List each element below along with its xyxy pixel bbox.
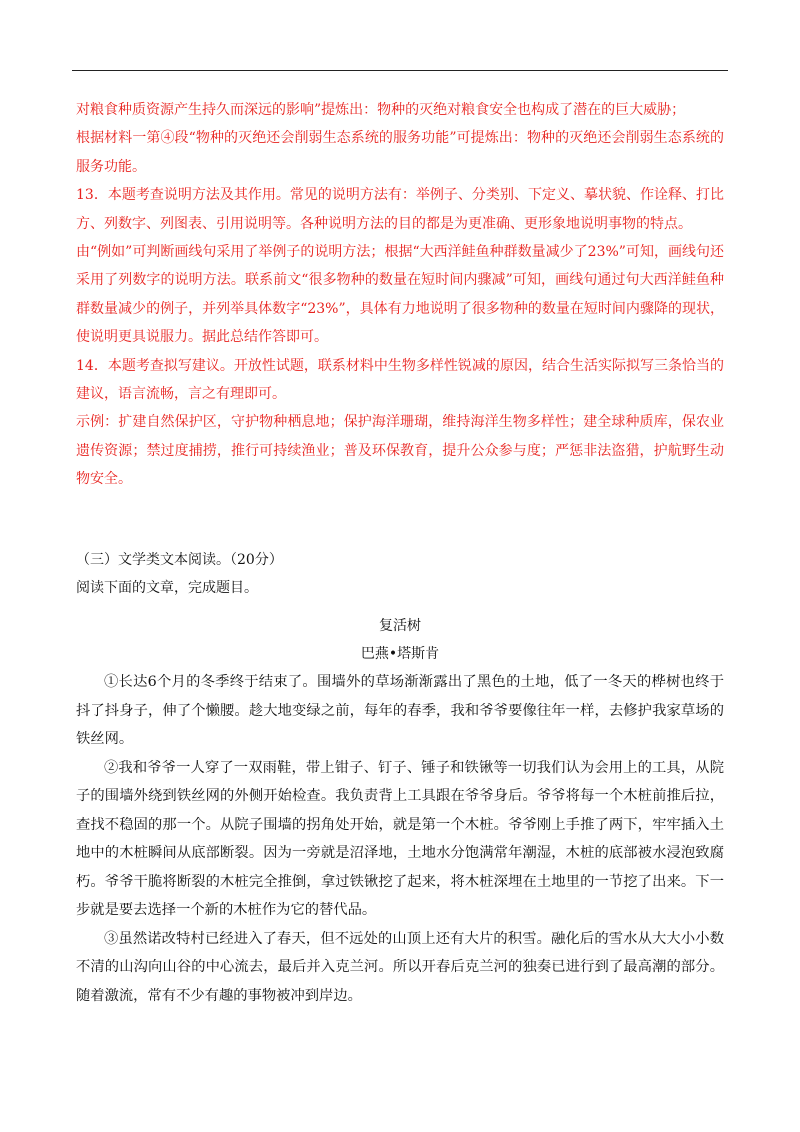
answer-explanations: [76, 96, 724, 494]
answer-line: 示例：扩建自然保护区，守护物种栖息地；保护海洋珊瑚，维持海洋生物多样性；建全球种质库，保农业遗传资源；禁过度捕捞，推行可持续渔业；普及环保教育，提升公众参与度；严惩非法盗猎，护航野生动物安全。: [76, 414, 724, 488]
story-paragraph: ①长达6个月的冬季终于结束了。围墙外的草场渐渐露出了黑色的土地，低了一冬天的桦树也终于抖了抖身子，伸了个懒腰。趁大地变绿之前，每年的春季，我和爷爷要像往年一样，去修护我家草场的铁丝网。: [76, 674, 724, 747]
answer-line: 13．本题考查说明方法及其作用。常见的说明方法有：举例子、分类别、下定义、摹状貌、作诠释、打比方、列数字、列图表、引用说明等。各种说明方法的目的都是为更准确、更形象地说明事物的特点。: [76, 187, 724, 232]
header-rule: [72, 70, 728, 71]
reading-section: [76, 546, 724, 1010]
answer-line: 由“例如”可判断画线句采用了举例子的说明方法；根据“大西洋鲑鱼种群数量减少了23%”可知，画线句还采用了列数字的说明方法。联系前文“很多物种的数量在短时间内骤减”可知，画线句通过句大西洋鲑鱼种群数量减少的例子，并列举具体数字“23%”，具体有力地说明了很多物种的数量在短时间内骤降的现状，使说明更具说服力。据此总结作答即可。: [76, 244, 724, 346]
story: [76, 612, 724, 1010]
answer-line: 14．本题考查拟写建议。开放性试题，联系材料中生物多样性锐减的原因，结合生活实际拟写三条恰当的建议，语言流畅，言之有理即可。: [76, 357, 724, 403]
story-title: 复活树: [379, 618, 421, 634]
answer-line: 对粮食种质资源产生持久而深远的影响”提炼出：物种的灭绝对粮食安全也构成了潜在的巨大威胁；: [76, 102, 686, 118]
section-instruction: 阅读下面的文章，完成题目。: [76, 580, 258, 596]
section-heading: （三）文学类文本阅读。（20分）: [76, 552, 283, 568]
story-paragraph: ③虽然诺改特村已经进入了春天，但不远处的山顶上还有大片的积雪。融化后的雪水从大大小小数不清的山沟向山谷的中心流去，最后并入克兰河。所以开春后克兰河的独奏已进行到了最高潮的部分。随着激流，常有不少有趣的事物被冲到岸边。: [76, 930, 724, 1004]
story-paragraph: ②我和爷爷一人穿了一双雨鞋，带上钳子、钉子、锤子和铁锹等一切我们认为会用上的工具，从院子的围墙外绕到铁丝网的外侧开始检查。我负责背上工具跟在爷爷身后。爷爷将每一个木桩前推后拉，查找不稳固的那一个。从院子围墙的拐角处开始，就是第一个木桩。爷爷刚上手推了两下，牢牢插入土地中的木桩瞬间从底部断裂。因为一旁就是沼泽地，土地水分饱满常年潮湿，木桩的底部被水浸泡致腐朽。爷爷干脆将断裂的木桩完全推倒，拿过铁锹挖了起来，将木桩深埋在土地里的一节挖了出来。下一步就是要去选择一个新的木桩作为它的替代品。: [76, 759, 724, 918]
story-author: 巴燕•塔斯肯: [360, 646, 440, 662]
answer-line: 根据材料一第④段“物种的灭绝还会削弱生态系统的服务功能”可提炼出：物种的灭绝还会削弱生态系统的服务功能。: [76, 130, 724, 175]
